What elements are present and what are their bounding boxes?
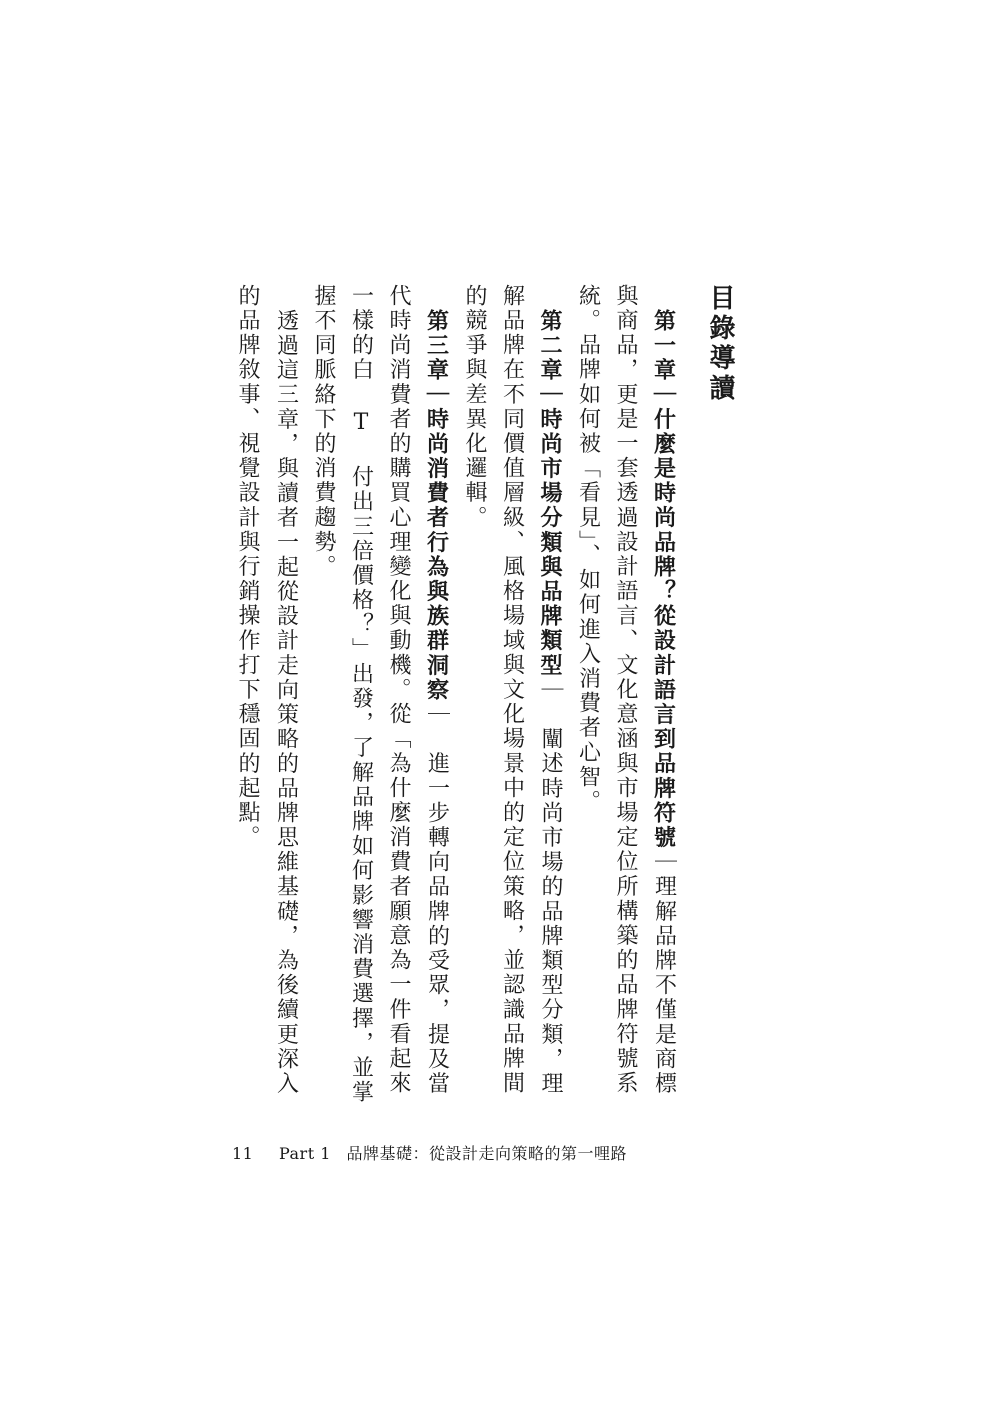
paragraph-text: ｜理解品牌不僅是商標與商品，更是一套透過設計語言、文化意涵與市場定位所構築的品牌符號系統。品牌如何被「看見」、如何進入消費者心智。 xyxy=(575,284,677,1097)
part-title: 品牌基礎：從設計走向策略的第一哩路 xyxy=(346,1144,627,1163)
page-number: 11 xyxy=(232,1144,254,1163)
paragraph-chapter-3 xyxy=(305,284,456,1114)
paragraph-chapter-1 xyxy=(569,284,683,1114)
running-footer xyxy=(232,1141,637,1164)
chapter-title: 第三章｜時尚消費者行為與族群洞察 xyxy=(423,309,450,703)
chapter-title: 第二章｜時尚市場分類與品牌類型 xyxy=(537,309,563,679)
vertical-text-body xyxy=(235,284,738,1114)
page-title: 目錄導讀 xyxy=(705,284,735,404)
paragraph-text: ｜ 闡述時尚市場的品牌類型分類，理解品牌在不同價值層級、風格場域與文化場景中的定位策略，並認識品牌間的競爭與差異化邏輯。 xyxy=(462,284,563,1097)
paragraph-chapter-2 xyxy=(456,284,570,1114)
paragraph-text: ｜ 進一步轉向品牌的受眾，提及當代時尚消費者的購買心理變化與動機。從「為什麼消費者願意為一件看起來一樣的白 T 付出三倍價格？」出發，了解品牌如何影響消費選擇，並掌握不同脈絡下的消費趨勢。 xyxy=(311,284,450,1105)
paragraph-summary xyxy=(229,284,305,1114)
paragraph-text: 透過這三章，與讀者一起從設計走向策略的品牌思維基礎，為後續更深入的品牌敘事、視覺設計與行銷操作打下穩固的起點。 xyxy=(235,284,299,1097)
chapter-title: 第一章｜什麼是時尚品牌？從設計語言到品牌符號 xyxy=(650,309,677,851)
part-label: Part 1 xyxy=(278,1144,331,1163)
